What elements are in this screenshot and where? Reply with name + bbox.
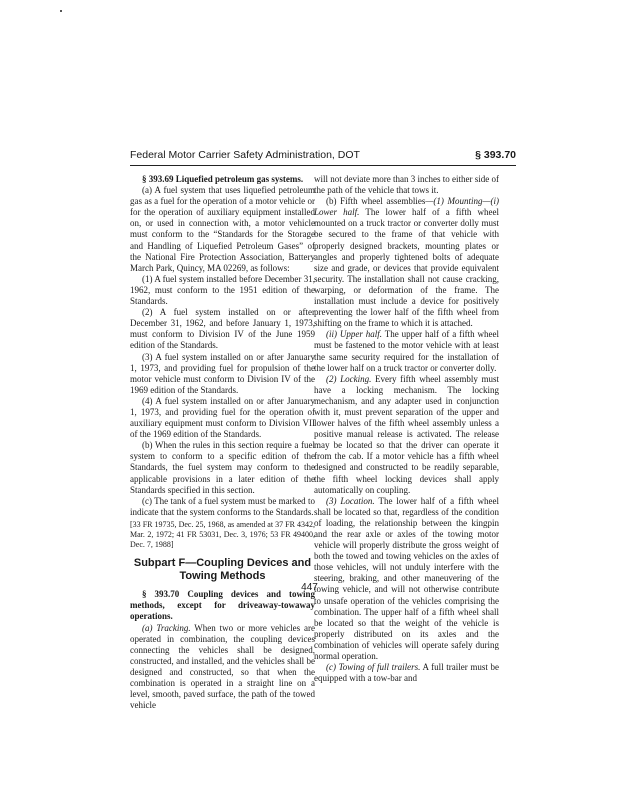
paragraph-b3 bbox=[314, 496, 499, 662]
paragraph-b1ii bbox=[314, 329, 499, 373]
paragraph-label: (ii) Upper half. bbox=[326, 329, 383, 340]
left-column bbox=[130, 174, 315, 711]
paragraph-a1: (1) A fuel system installed before December 31, 1962, must conform to the 1951 edition of the Standards. bbox=[130, 273, 315, 307]
scan-speck bbox=[60, 10, 62, 12]
subpart-heading: Subpart F—Coupling Devices and Towing Methods bbox=[133, 557, 312, 583]
paragraph-text: A full trailer must be equipped with a tow-bar and bbox=[314, 662, 499, 684]
paragraph-a2: (2) A fuel system installed on or after December 31, 1962, and before January 1, 1973, must conform to Division IV of the June 1959 edition of the Standards. bbox=[130, 307, 315, 351]
paragraph-text: The upper half of a fifth wheel must be fastened to the motor vehicle with at least the same security required for the installation of the lower half on a truck tractor or converter dolly. bbox=[314, 329, 499, 373]
paragraph-text: When two or more vehicles are operated in combination, the coupling devices connecting the vehicles shall be designed, constructed, and installed, and the vehicles shall be designed and constructed, so that when the combination is operated in a straight line on a level, smooth, paved surface, the path of the towed vehicle bbox=[130, 622, 316, 711]
paragraph-continued: will not deviate more than 3 inches to either side of the path of the vehicle that tows it. bbox=[314, 174, 499, 196]
paragraph-label: (a) Tracking. bbox=[142, 622, 191, 633]
paragraph-b2 bbox=[314, 374, 499, 496]
page-number: 447 bbox=[301, 582, 318, 593]
section-number: § 393.70 bbox=[142, 589, 188, 600]
header-agency: Federal Motor Carrier Safety Administration, DOT bbox=[130, 149, 360, 161]
section-heading-393-69 bbox=[130, 174, 315, 185]
section-number: § 393.69 bbox=[142, 174, 176, 184]
paragraph-label: (3) Location. bbox=[326, 495, 375, 506]
paragraph-label: (b) Fifth wheel assemblies bbox=[326, 196, 426, 207]
paragraph-label: (c) Towing of full trailers. bbox=[326, 662, 421, 673]
citation: [33 FR 19735, Dec. 25, 1968, as amended at 37 FR 4342, Mar. 2, 1972; 41 FR 53031, Dec. 3, 1976; 53 FR 49400, Dec. 7, 1988] bbox=[130, 519, 315, 549]
running-header bbox=[130, 147, 516, 166]
paragraph-c bbox=[314, 662, 499, 684]
paragraph-70a bbox=[130, 623, 315, 712]
paragraph-text: The lower half of a fifth wheel mounted on a truck tractor or converter dolly must be secured to the frame of that vehicle with properly designed brackets, mounting plates or angles and properly tightened bolts of adequate size and grade, or devices that provide equivalent security. The installation shall not cause cracking, warping, or deformation of the frame. The installation must include a device for positively preventing the lower half of the fifth wheel from shifting on the frame to which it is attached. bbox=[314, 207, 499, 329]
paragraph-sublabel: —(1) Mounting—(i) Lower half. bbox=[314, 196, 499, 218]
section-title: Coupling devices and towing methods, except for driveaway-towaway operations. bbox=[130, 589, 315, 622]
paragraph-a: (a) A fuel system that uses liquefied petroleum gas as a fuel for the operation of a motor vehicle or for the operation of auxiliary equipment installed on, or used in connection with, a motor vehicle must conform to the “Standards for the Storage and Handling of Liquefied Petroleum Gases” of the National Fire Protection Association, Battery March Park, Quincy, MA 02269, as follows: bbox=[130, 185, 315, 273]
right-column bbox=[314, 174, 499, 684]
paragraph-label: (2) Locking. bbox=[326, 373, 372, 384]
paragraph-b1i bbox=[314, 196, 499, 329]
paragraph-b: (b) When the rules in this section require a fuel system to conform to a specific edition of the Standards, the fuel system may conform to the applicable provisions in a later edition of the Standards specified in this section. bbox=[130, 440, 315, 495]
paragraph-c: (c) The tank of a fuel system must be marked to indicate that the system conforms to the Standards. bbox=[130, 495, 315, 517]
section-heading-393-70 bbox=[130, 589, 315, 622]
paragraph-text: The lower half of a fifth wheel shall be located so that, regardless of the condition of loading, the relationship between the kingpin and the rear axle or axles of the towing motor vehicle will properly distribute the gross weight of both the towed and towing vehicles on the axles of those vehicles, will not unduly interfere with the steering, braking, and other maneuvering of the towing vehicle, and will not otherwise contribute to unsafe operation of the vehicles comprising the combination. The upper half of a fifth wheel shall be located so that the weight of the vehicle is properly distributed on its axles and the combination of vehicles will operate safely during normal operation. bbox=[314, 495, 499, 662]
paragraph-a4: (4) A fuel system installed on or after January 1, 1973, and providing fuel for the operation of auxiliary equipment must conform to Division VII of the 1969 edition of the Standards. bbox=[130, 395, 315, 440]
paragraph-text: Every fifth wheel assembly must have a locking mechanism. The locking mechanism, and any adapter used in conjunction with it, must prevent separation of the upper and lower halves of the fifth wheel assembly unless a positive manual release is activated. The release may be located so that the driver can operate it from the cab. If a motor vehicle has a fifth wheel designed and constructed to be readily separable, the fifth wheel locking devices shall apply automatically on coupling. bbox=[314, 373, 499, 495]
section-title: Liquefied petroleum gas systems. bbox=[175, 174, 304, 184]
paragraph-a3: (3) A fuel system installed on or after January 1, 1973, and providing fuel for propulsion of the motor vehicle must conform to Division IV of the 1969 edition of the Standards. bbox=[130, 351, 315, 395]
header-section: § 393.70 bbox=[475, 149, 516, 161]
